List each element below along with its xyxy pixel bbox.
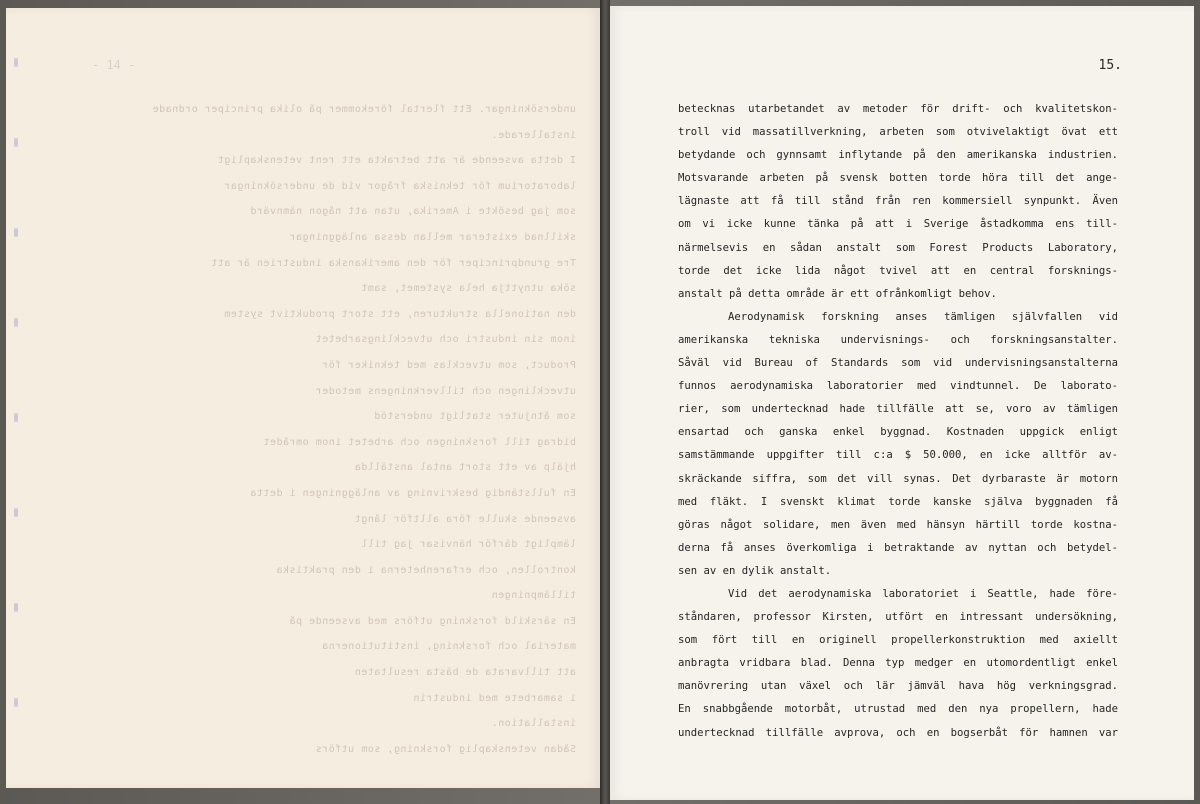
page-number: 15. xyxy=(1098,58,1122,73)
show-through-text xyxy=(106,104,576,769)
text-line: med fläkt. I svenskt klimat torde kanske själva byggnaden få xyxy=(678,495,1118,508)
text-line: manövrering utan växel och lär jämväl hava hög verkningsgrad. xyxy=(678,680,1118,693)
text-line: amerikanska tekniska undervisnings- och forskningsanstalter. xyxy=(678,333,1118,346)
left-page-top-mark: - 14 - xyxy=(92,58,136,72)
text-line: ståndaren, professor Kirsten, utfört en intressant undersökning, xyxy=(678,611,1118,624)
show-through-line: hjälp av ett stort antal anställda xyxy=(354,462,576,474)
show-through-line: som åtnjuter statligt understöd xyxy=(373,411,576,423)
text-line: funnos aerodynamiska laboratorier med vindtunnel. De laborato- xyxy=(678,380,1118,393)
binding-holes xyxy=(14,18,24,778)
text-line: skräckande siffra, som det vill synas. Det dyrbaraste är motorn xyxy=(678,472,1118,485)
show-through-line: installation. xyxy=(491,718,576,730)
text-line: Motsvarande arbeten på svensk botten torde höra till det ange- xyxy=(678,172,1118,185)
text-line: anbragta vridbara blad. Denna typ medger en utomordentligt enkel xyxy=(678,657,1118,670)
show-through-line: söka utnyttja hela systemet, samt xyxy=(360,283,576,295)
text-line: derna få anses överkomliga i betraktande av nyttan och betydel- xyxy=(678,541,1118,554)
text-line: troll vid massatillverkning, arbeten som otvivelaktigt övat ett xyxy=(678,126,1118,139)
text-line: betydande och gynnsamt inflytande på den amerikanska industrien. xyxy=(678,149,1118,162)
text-line: Aerodynamisk forskning anses tämligen självfallen vid xyxy=(728,310,1118,323)
show-through-line: Product, som utvecklas med tekniker för xyxy=(321,359,576,371)
text-line: närmelsevis en sådan anstalt som Forest Products Laboratory, xyxy=(678,241,1118,254)
show-through-line: undersökningar. Ett flertal förekommer på olika principer ordnade xyxy=(152,104,576,115)
show-through-line: utvecklingen och tillverkningens metoder xyxy=(315,385,576,397)
text-line: anstalt på detta område är ett ofrånkomligt behov. xyxy=(678,287,997,300)
text-line: undertecknad tillfälle avprova, och en bogserbåt för hamnen var xyxy=(678,726,1118,739)
text-line: samstämmande uppgifter till c:a $ 50.000, en icke alltför av- xyxy=(678,449,1118,462)
right-page xyxy=(610,6,1194,800)
show-through-line: inom sin industri och utvecklingsarbetet xyxy=(315,334,576,346)
show-through-line: att tillvarata de bästa resultaten xyxy=(354,667,576,679)
text-line: som fört till en originell propellerkonstruktion med axiellt xyxy=(678,634,1118,647)
body-text xyxy=(678,98,1118,745)
book-gutter xyxy=(600,0,610,804)
text-line: lägnaste att få till stånd från ren kommersiell synpunkt. Även xyxy=(678,195,1118,208)
show-through-line: En särskild forskning utförs med avseende på xyxy=(289,615,576,627)
text-line: En snabbgående motorbåt, utrustad med den nya propellern, hade xyxy=(678,703,1118,716)
show-through-line: laboratorium för tekniska frågor vid de undersökningar xyxy=(223,180,576,192)
show-through-line: En fullständig beskrivning av anläggningen i detta xyxy=(249,487,576,499)
show-through-line: den nationella strukturen, ett stort produktivt system xyxy=(223,308,576,320)
show-through-line: som jag besökte i Amerika, utan att någon nämnvärd xyxy=(249,206,576,218)
show-through-line: skillnad existerar mellan dessa anläggningar xyxy=(289,231,576,243)
text-line: torde det icke lida något tvivel att en central forsknings- xyxy=(678,264,1118,277)
show-through-line: installerade. xyxy=(491,129,576,141)
text-line: Såväl vid Bureau of Standards som vid undervisningsanstalterna xyxy=(678,357,1118,370)
show-through-line: i samarbete med industrin xyxy=(412,692,576,704)
text-line: rier, som undertecknad hade tillfälle att se, voro av tämligen xyxy=(678,403,1118,416)
show-through-line: avseende skulle föra alltför långt xyxy=(354,513,576,525)
show-through-line: Sådan vetenskaplig forskning, som utförs xyxy=(315,743,576,755)
text-line: göras något solidare, men även med hänsyn härtill torde kostna- xyxy=(678,518,1118,531)
text-line: om vi icke kunne tänka på att i Sverige åstadkomma ens till- xyxy=(678,218,1118,231)
show-through-line: bidrag till forskningen och arbetet inom området xyxy=(263,436,576,448)
show-through-line: kontrollen, och erfarenheterna i den praktiska xyxy=(276,564,576,576)
show-through-line: Tre grundprinciper för den amerikanska industrien är att xyxy=(210,257,576,269)
text-line: betecknas utarbetandet av metoder för drift- och kvalitetskon- xyxy=(678,103,1118,115)
show-through-line: tillämpningen xyxy=(491,590,576,602)
show-through-line: lämpligt därför hänvisar jag till xyxy=(360,539,576,551)
text-line: ensartad och ganska enkel byggnad. Kostnaden uppgick enligt xyxy=(678,426,1118,439)
text-line: Vid det aerodynamiska laboratoriet i Seattle, hade före- xyxy=(728,587,1118,600)
show-through-line: I detta avseende är att betrakta ett rent vetenskapligt xyxy=(217,155,576,167)
left-page xyxy=(6,8,600,788)
text-line: sen av en dylik anstalt. xyxy=(678,564,832,577)
show-through-line: material och forskning, institutionerna xyxy=(321,641,576,653)
